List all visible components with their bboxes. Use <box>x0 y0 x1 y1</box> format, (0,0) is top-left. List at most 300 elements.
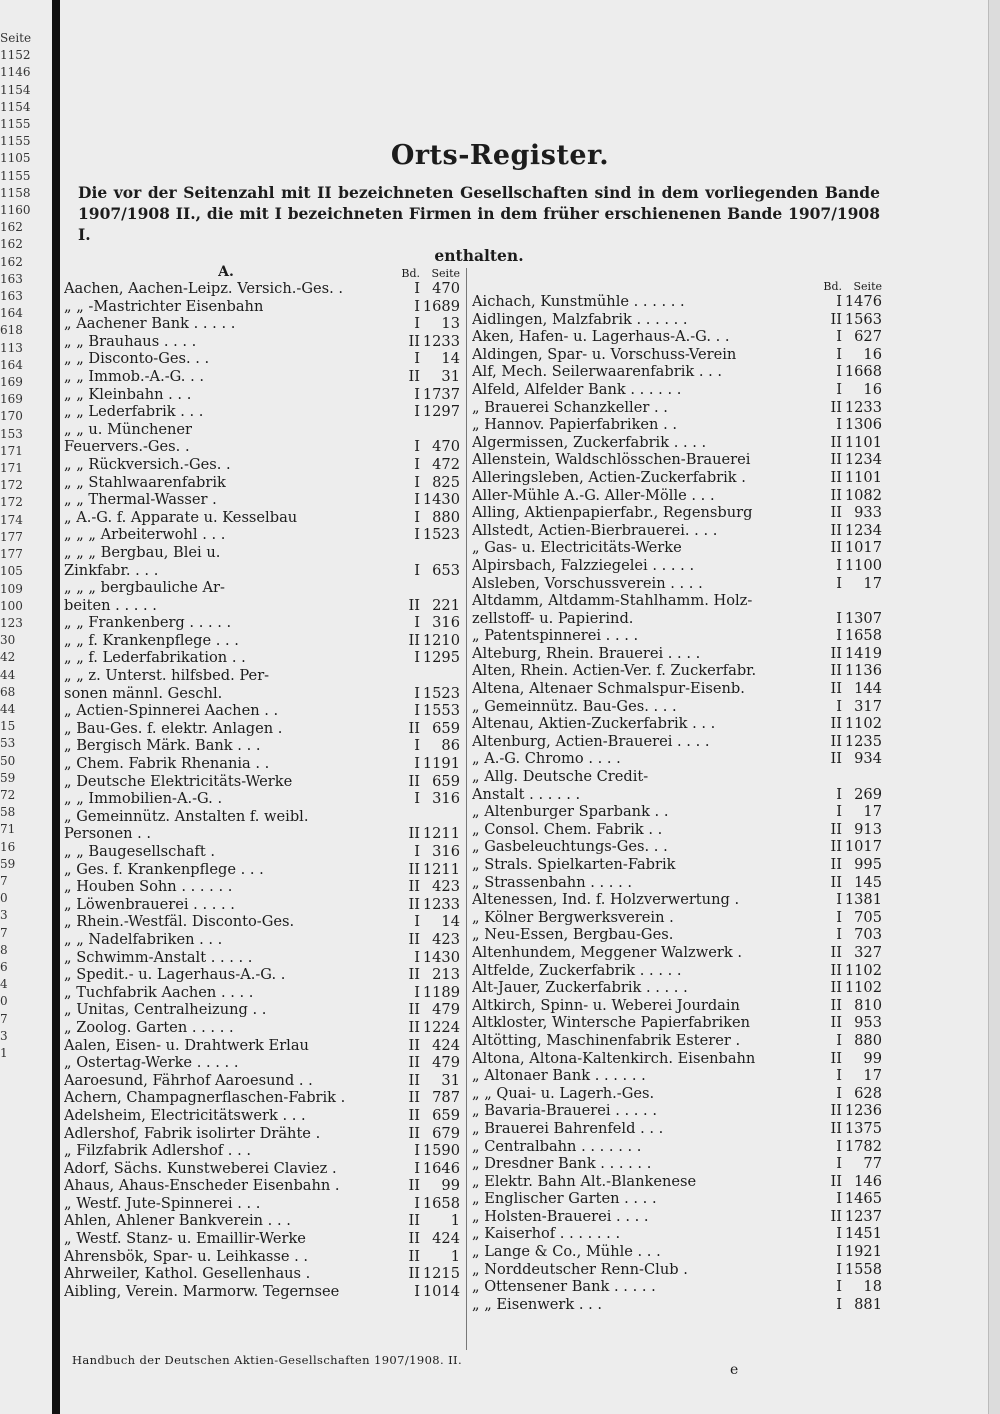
margin-number: 162 <box>0 237 23 252</box>
entry-volume: II <box>408 1036 420 1054</box>
entry-name: Altena, Altenaer Schmalspur-Eisenb. <box>472 680 745 698</box>
entry-name: „ Schwimm-Anstalt . . . . . <box>64 948 253 966</box>
entry-page: 1211 <box>422 825 460 843</box>
entry-page: 13 <box>441 315 460 333</box>
entry-name: Alt-Jauer, Zuckerfabrik . . . . . <box>472 979 688 997</box>
entry-name: „ „ Stahlwaarenfabrik <box>64 473 226 491</box>
entry-page: 1921 <box>844 1243 882 1261</box>
entry-name: „ Altonaer Bank . . . . . . <box>472 1067 646 1085</box>
margin-number: 177 <box>0 547 23 562</box>
previous-page-margin <box>0 30 42 1062</box>
entry-volume: II <box>408 1054 420 1072</box>
entry-volume: II <box>408 966 420 984</box>
margin-number: 72 <box>0 787 16 802</box>
entry-name: „ „ Baugesellschaft . <box>64 843 215 860</box>
entry-name: „ Gemeinnütz. Bau-Ges. . . . <box>472 697 677 715</box>
entry-name: „ Strals. Spielkarten-Fabrik <box>472 856 676 873</box>
register-entry <box>472 1225 882 1243</box>
entry-volume: II <box>408 332 420 350</box>
entry-name: Ahaus, Ahaus-Enscheder Eisenbahn . <box>64 1177 340 1195</box>
register-entry <box>472 328 882 346</box>
entry-name: „ „ Thermal-Wasser . <box>64 491 217 509</box>
register-entry <box>64 1125 460 1143</box>
entry-name: Altkirch, Spinn- u. Weberei Jourdain <box>472 996 740 1014</box>
entry-volume: I <box>836 556 842 574</box>
register-entry <box>64 280 460 298</box>
page-gutter <box>52 0 60 1414</box>
entry-volume: II <box>830 732 842 750</box>
entry-page: 1590 <box>422 1142 460 1160</box>
register-entry <box>64 1037 460 1055</box>
entry-name: „ Westf. Stanz- u. Emaillir-Werke <box>64 1230 306 1248</box>
entry-name: „ Westf. Jute-Spinnerei . . . <box>64 1194 261 1212</box>
entry-page: 880 <box>432 508 460 526</box>
entry-name: „ „ Rückversich.-Ges. . <box>64 455 231 473</box>
entry-volume: I <box>836 609 842 627</box>
entry-name: „ Altenburger Sparbank . . <box>472 803 669 821</box>
entry-name: „ Norddeutscher Renn-Club . <box>472 1260 688 1278</box>
register-entry <box>472 293 882 311</box>
register-entry <box>472 997 882 1015</box>
register-entry <box>64 931 460 949</box>
entry-page: 327 <box>854 943 882 961</box>
entry-volume: I <box>836 1295 842 1313</box>
entry-name: Achern, Champagnerflaschen-Fabrik . <box>64 1089 346 1107</box>
margin-number: 1154 <box>0 82 31 97</box>
register-entry <box>64 350 460 368</box>
entry-page: 1233 <box>422 895 460 913</box>
margin-number: 44 <box>0 667 16 682</box>
register-entry <box>472 1102 882 1120</box>
entry-page: 825 <box>432 473 460 491</box>
entry-volume: I <box>414 983 420 1001</box>
margin-number: 1105 <box>0 151 31 166</box>
margin-number: 153 <box>0 426 23 441</box>
register-entry <box>472 1050 882 1068</box>
entry-name: „ Chem. Fabrik Rhenania . . <box>64 755 270 773</box>
margin-number: 170 <box>0 409 23 424</box>
register-entry <box>472 698 882 716</box>
entry-volume: II <box>830 750 842 768</box>
register-entry <box>472 962 882 980</box>
margin-number: 109 <box>0 581 23 596</box>
margin-number: 174 <box>0 512 23 527</box>
register-entry <box>472 821 882 839</box>
entry-name: „ „ Brauhaus . . . . <box>64 332 197 350</box>
register-entry <box>64 667 460 685</box>
entry-page: 1102 <box>844 715 882 733</box>
entry-name: Adorf, Sächs. Kunstweberei Claviez . <box>64 1159 337 1177</box>
entry-page: 1215 <box>422 1265 460 1283</box>
entry-name: „ Bergisch Märk. Bank . . . <box>64 737 261 755</box>
entry-name: „ Gasbeleuchtungs-Ges. . . <box>472 838 668 856</box>
entry-name: „ Aachener Bank . . . . . <box>64 315 236 333</box>
entry-page: 1017 <box>844 838 882 856</box>
entry-volume: I <box>414 385 420 403</box>
intro-text <box>78 182 880 266</box>
entry-page: 1082 <box>844 486 882 504</box>
entry-volume: I <box>414 561 420 579</box>
margin-number: 1152 <box>0 48 31 63</box>
margin-number: 163 <box>0 271 23 286</box>
register-entry <box>472 1208 882 1226</box>
entry-volume: I <box>836 785 842 803</box>
margin-number: 58 <box>0 805 16 820</box>
register-entry <box>472 575 882 593</box>
register-entry <box>64 579 460 597</box>
entry-page: 316 <box>432 843 460 860</box>
entry-volume: II <box>830 996 842 1014</box>
entry-page: 1102 <box>844 961 882 979</box>
register-entry <box>472 680 882 698</box>
register-entry <box>472 944 882 962</box>
entry-volume: II <box>408 825 420 843</box>
entry-volume: II <box>408 1071 420 1089</box>
entry-page: 679 <box>432 1124 460 1142</box>
entry-name: beiten . . . . . <box>64 596 157 614</box>
entry-volume: II <box>830 820 842 838</box>
entry-volume: I <box>414 684 420 702</box>
entry-volume: II <box>830 539 842 557</box>
entry-page: 1668 <box>844 363 882 381</box>
entry-name: Adlershof, Fabrik isolirter Drähte . <box>64 1124 321 1142</box>
right-column-header <box>472 275 882 293</box>
entry-name: „ Hannov. Papierfabriken . . <box>472 416 678 434</box>
entry-volume: I <box>836 1190 842 1208</box>
entry-page: 1658 <box>422 1194 460 1212</box>
entry-page: 1102 <box>844 979 882 997</box>
entry-name: „ Kölner Bergwerksverein . <box>472 908 674 926</box>
register-entry <box>472 522 882 540</box>
register-entry <box>472 750 882 768</box>
intro-line: Die vor der Seitenzahl mit II bezeichneten Gesellschaften sind in dem vorliegenden Bande 1907/1908 II., die mit I bezeichneten Firmen in dem früher erschienenen Bande 1907/1908 I. <box>78 183 880 244</box>
entry-name: Feuervers.-Ges. . <box>64 438 190 456</box>
register-entry <box>64 614 460 632</box>
register-entry <box>64 649 460 667</box>
entry-volume: I <box>836 627 842 645</box>
margin-number: 163 <box>0 289 23 304</box>
entry-volume: I <box>836 293 842 310</box>
entry-page: 953 <box>854 1014 882 1032</box>
entry-page: 1 <box>450 1212 460 1230</box>
entry-volume: I <box>414 948 420 966</box>
entry-page: 1017 <box>844 539 882 557</box>
entry-page: 1189 <box>422 983 460 1001</box>
entry-volume: II <box>408 719 420 737</box>
register-entry <box>64 386 460 404</box>
entry-page: 479 <box>432 1054 460 1072</box>
entry-name: „ „ Immobilien-A.-G. . <box>64 790 223 808</box>
register-entry <box>472 1243 882 1261</box>
entry-volume: II <box>830 398 842 416</box>
margin-number: 50 <box>0 753 16 768</box>
register-entry <box>64 878 460 896</box>
entry-volume: II <box>830 856 842 873</box>
entry-page: 17 <box>863 1067 882 1085</box>
entry-volume: I <box>414 508 420 526</box>
entry-name: Algermissen, Zuckerfabrik . . . . <box>472 433 707 451</box>
entry-page: 1211 <box>422 860 460 878</box>
entry-page: 1658 <box>844 627 882 645</box>
margin-number: 4 <box>0 977 8 992</box>
entry-page: 1523 <box>422 526 460 544</box>
entry-page: 470 <box>432 438 460 456</box>
entry-volume: I <box>836 891 842 909</box>
margin-number: 1158 <box>0 185 31 200</box>
entry-volume: I <box>836 1243 842 1261</box>
entry-page: 1381 <box>844 891 882 909</box>
entry-volume: II <box>830 961 842 979</box>
register-entry <box>472 469 882 487</box>
entry-page: 16 <box>863 345 882 363</box>
margin-number: 123 <box>0 615 23 630</box>
margin-number: 162 <box>0 220 23 235</box>
register-entry <box>64 1089 460 1107</box>
register-entry <box>472 346 882 364</box>
margin-number: 1155 <box>0 117 31 132</box>
entry-volume: I <box>836 1260 842 1278</box>
margin-number: 171 <box>0 461 23 476</box>
margin-number: 8 <box>0 942 8 957</box>
entry-volume: I <box>836 1137 842 1155</box>
left-entry-list <box>64 280 460 1300</box>
entry-volume: I <box>414 403 420 421</box>
register-entry <box>64 1265 460 1283</box>
entry-page: 316 <box>432 790 460 808</box>
entry-volume: I <box>414 790 420 808</box>
entry-name: Altdamm, Altdamm-Stahlhamm. Holz- <box>472 592 753 610</box>
entry-page: 1646 <box>422 1159 460 1177</box>
register-entry <box>472 786 882 804</box>
register-entry <box>64 438 460 456</box>
entry-volume: II <box>408 1124 420 1142</box>
entry-name: Aibling, Verein. Marmorw. Tegernsee <box>64 1282 340 1300</box>
register-entry <box>64 403 460 421</box>
entry-volume: I <box>414 491 420 509</box>
margin-number: 164 <box>0 306 23 321</box>
margin-number: 16 <box>0 839 16 854</box>
signature-mark: e <box>730 1362 739 1378</box>
entry-page: 423 <box>432 930 460 948</box>
register-entry <box>64 1160 460 1178</box>
register-entry <box>472 1173 882 1191</box>
entry-page: 221 <box>432 596 460 614</box>
entry-page: 31 <box>441 367 460 385</box>
page-edge <box>988 0 1000 1414</box>
entry-name: Aalen, Eisen- u. Drahtwerk Erlau <box>64 1036 309 1054</box>
margin-number: 6 <box>0 959 8 974</box>
entry-page: 1419 <box>844 644 882 662</box>
entry-page: 659 <box>432 1106 460 1124</box>
seite-header: Seite <box>853 280 882 293</box>
entry-page: 1 <box>450 1247 460 1265</box>
register-entry <box>64 1054 460 1072</box>
entry-name: „ „ u. Münchener <box>64 420 193 438</box>
register-entry <box>472 592 882 610</box>
entry-page: 705 <box>854 908 882 926</box>
entry-volume: I <box>414 1142 420 1160</box>
entry-name: Ahlen, Ahlener Bankverein . . . <box>64 1212 291 1230</box>
register-entry <box>472 874 882 892</box>
entry-volume: II <box>408 1089 420 1107</box>
entry-name: „ Ges. f. Krankenpflege . . . <box>64 860 264 878</box>
entry-page: 16 <box>863 380 882 398</box>
entry-name: sonen männl. Geschl. <box>64 684 223 702</box>
bd-header: Bd. <box>401 267 420 280</box>
register-entry <box>64 720 460 738</box>
margin-number: 68 <box>0 684 16 699</box>
margin-number: 15 <box>0 719 16 734</box>
entry-name: „ „ Quai- u. Lagerh.-Ges. <box>472 1084 655 1102</box>
entry-volume: I <box>836 345 842 363</box>
register-entry <box>472 715 882 733</box>
margin-number: 1 <box>0 1045 8 1060</box>
register-entry <box>64 702 460 720</box>
entry-name: „ Brauerei Schanzkeller . . <box>472 398 668 416</box>
margin-number: 169 <box>0 375 23 390</box>
register-entry <box>472 979 882 997</box>
margin-number: 3 <box>0 908 8 923</box>
entry-volume: I <box>836 363 842 381</box>
register-entry <box>472 1155 882 1173</box>
register-entry <box>64 298 460 316</box>
register-entry <box>472 504 882 522</box>
entry-page: 810 <box>854 996 882 1014</box>
entry-name: „ A.-G. Chromo . . . . <box>472 750 621 768</box>
entry-page: 1476 <box>844 293 882 310</box>
register-entry <box>472 451 882 469</box>
register-entry <box>472 399 882 417</box>
margin-number: 113 <box>0 340 23 355</box>
register-entry <box>472 557 882 575</box>
entry-volume: I <box>836 574 842 592</box>
entry-page: 317 <box>854 697 882 715</box>
entry-volume: I <box>836 1084 842 1102</box>
entry-page: 1553 <box>422 702 460 720</box>
entry-page: 703 <box>854 926 882 944</box>
entry-name: „ Ostertag-Werke . . . . . <box>64 1054 239 1072</box>
entry-name: „ „ Eisenwerk . . . <box>472 1295 603 1313</box>
entry-name: „ Holsten-Brauerei . . . . <box>472 1207 649 1225</box>
entry-volume: I <box>414 350 420 368</box>
entry-volume: II <box>830 504 842 522</box>
register-entry <box>472 487 882 505</box>
entry-name: „ „ Disconto-Ges. . . <box>64 350 210 368</box>
entry-page: 99 <box>863 1049 882 1067</box>
entry-name: Alsleben, Vorschussverein . . . . <box>472 574 703 592</box>
entry-name: Aldingen, Spar- u. Vorschuss-Verein <box>472 345 737 363</box>
entry-name: „ Lange & Co., Mühle . . . <box>472 1243 661 1261</box>
entry-volume: II <box>830 873 842 891</box>
entry-name: „ „ „ bergbauliche Ar- <box>64 579 225 597</box>
entry-name: „ „ „ Arbeiterwohl . . . <box>64 526 226 544</box>
entry-page: 1100 <box>844 556 882 574</box>
entry-name: Aachen, Aachen-Leipz. Versich.-Ges. . <box>64 280 344 297</box>
entry-name: Altenau, Aktien-Zuckerfabrik . . . <box>472 715 716 733</box>
entry-volume: I <box>836 1031 842 1049</box>
register-entry <box>64 1230 460 1248</box>
entry-volume: I <box>836 1278 842 1296</box>
entry-name: „ Bau-Ges. f. elektr. Anlagen . <box>64 719 283 737</box>
register-entry <box>472 539 882 557</box>
entry-page: 1451 <box>844 1225 882 1243</box>
register-entry <box>64 913 460 931</box>
entry-volume: I <box>414 526 420 544</box>
entry-name: „ Zoolog. Garten . . . . . <box>64 1018 234 1036</box>
entry-name: „ „ -Mastrichter Eisenbahn <box>64 297 264 315</box>
margin-number: 1155 <box>0 134 31 149</box>
entry-name: Anstalt . . . . . . <box>472 785 581 803</box>
entry-page: 99 <box>441 1177 460 1195</box>
entry-page: 424 <box>432 1036 460 1054</box>
register-entry <box>64 1283 460 1301</box>
register-entry <box>64 526 460 544</box>
entry-page: 1737 <box>422 385 460 403</box>
entry-name: „ „ „ Bergbau, Blei u. <box>64 543 221 561</box>
entry-name: Alteburg, Rhein. Brauerei . . . . <box>472 644 701 662</box>
entry-volume: II <box>830 680 842 698</box>
entry-name: „ Filzfabrik Adlershof . . . <box>64 1142 251 1160</box>
entry-volume: II <box>408 1212 420 1230</box>
margin-number: 44 <box>0 701 16 716</box>
entry-page: 1430 <box>422 948 460 966</box>
register-entry <box>64 1177 460 1195</box>
entry-volume: II <box>408 1018 420 1036</box>
entry-page: 1297 <box>422 403 460 421</box>
entry-name: „ Actien-Spinnerei Aachen . . <box>64 702 279 720</box>
entry-name: „ „ Lederfabrik . . . <box>64 403 204 421</box>
entry-name: „ Centralbahn . . . . . . . <box>472 1137 642 1155</box>
entry-page: 995 <box>854 856 882 873</box>
entry-page: 1210 <box>422 631 460 649</box>
left-column <box>64 262 460 1300</box>
register-entry <box>472 1296 882 1314</box>
entry-volume: I <box>414 913 420 931</box>
register-entry <box>472 926 882 944</box>
entry-page: 1101 <box>844 468 882 486</box>
entry-volume: I <box>414 473 420 491</box>
entry-volume: I <box>836 1225 842 1243</box>
register-entry <box>64 773 460 791</box>
margin-number: 42 <box>0 650 16 665</box>
entry-name: „ „ Nadelfabriken . . . <box>64 930 223 948</box>
entry-page: 479 <box>432 1001 460 1019</box>
entry-page: 269 <box>854 785 882 803</box>
entry-name: Altona, Altona-Kaltenkirch. Eisenbahn <box>472 1049 756 1067</box>
margin-number: 7 <box>0 873 8 888</box>
entry-name: „ „ Immob.-A.-G. . . <box>64 367 204 385</box>
entry-page: 1558 <box>844 1260 882 1278</box>
intro-line-end: enthalten. <box>434 246 524 265</box>
register-entry <box>64 544 460 562</box>
margin-number: 30 <box>0 633 16 648</box>
entry-volume: I <box>414 1282 420 1300</box>
left-column-header <box>64 262 460 280</box>
margin-number: Seite <box>0 31 32 45</box>
entry-name: Alpirsbach, Falzziegelei . . . . . <box>472 556 695 574</box>
register-entry <box>64 1019 460 1037</box>
entry-volume: II <box>408 930 420 948</box>
entry-page: 628 <box>854 1084 882 1102</box>
entry-name: Aken, Hafen- u. Lagerhaus-A.-G. . . <box>472 328 730 346</box>
entry-name: „ „ f. Lederfabrikation . . <box>64 649 246 667</box>
entry-volume: II <box>830 644 842 662</box>
entry-name: Alling, Aktienpapierfabr., Regensburg <box>472 504 753 522</box>
entry-name: Ahrweiler, Kathol. Gesellenhaus . <box>64 1265 311 1283</box>
margin-number: 1160 <box>0 203 31 218</box>
entry-volume: II <box>830 451 842 469</box>
entry-name: „ Löwenbrauerei . . . . . <box>64 895 235 913</box>
